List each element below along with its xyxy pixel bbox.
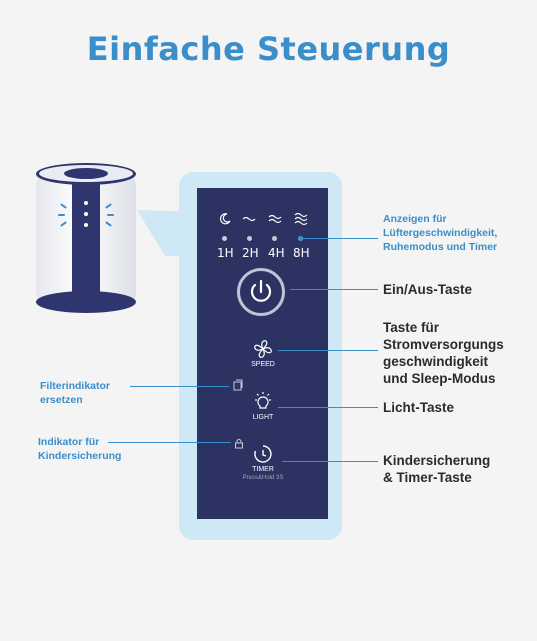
light-label: LIGHT: [252, 414, 274, 421]
timer-4h-label: 4H: [268, 246, 285, 260]
callout-line: [282, 461, 378, 462]
callout-light: Licht-Taste: [383, 400, 455, 415]
fan-high-icon: [294, 212, 308, 226]
callout-power: Ein/Aus-Taste: [383, 282, 473, 297]
timer-1h-label: 1H: [217, 246, 234, 260]
timer-clock-icon[interactable]: [252, 443, 274, 465]
speed-label: SPEED: [251, 361, 275, 368]
indicator-led: [222, 236, 227, 241]
power-button[interactable]: [237, 268, 285, 316]
callout-speed: Taste für Stromversorgungs geschwindigkeit und Sleep-Modus: [383, 320, 504, 386]
page-title: Einfache Steuerung: [86, 30, 451, 68]
timer-label: TIMER: [252, 466, 274, 473]
callout-line: [300, 238, 378, 239]
callout-timer: Kindersicherung & Timer-Taste: [383, 453, 491, 485]
power-icon: [240, 271, 282, 313]
purifier-illustration: [36, 163, 136, 313]
indicator-led: [247, 236, 252, 241]
callout-filter: Filterindikator ersetzen: [40, 380, 111, 406]
callout-dot: [298, 236, 303, 241]
child-lock-icon: [234, 438, 244, 449]
timer-8h-label: 8H: [293, 246, 310, 260]
speed-fan-icon[interactable]: [252, 338, 274, 360]
callout-indicators: Anzeigen für Lüftergeschwindigkeit, Ruhemodus und Timer: [383, 213, 498, 253]
fan-medium-icon: [268, 213, 282, 225]
callout-line: [278, 350, 378, 351]
timer-hold-hint: Press&Hold 3S: [242, 475, 284, 481]
callout-child: Indikator für Kindersicherung: [38, 436, 122, 462]
callout-line: [278, 407, 378, 408]
timer-2h-label: 2H: [242, 246, 259, 260]
light-bulb-icon[interactable]: [251, 391, 275, 413]
fan-low-icon: [242, 214, 256, 224]
callout-line: [290, 289, 378, 290]
filter-replace-icon: [232, 379, 244, 391]
callout-line: [130, 386, 229, 387]
indicator-led: [272, 236, 277, 241]
sleep-moon-icon: [218, 212, 232, 226]
